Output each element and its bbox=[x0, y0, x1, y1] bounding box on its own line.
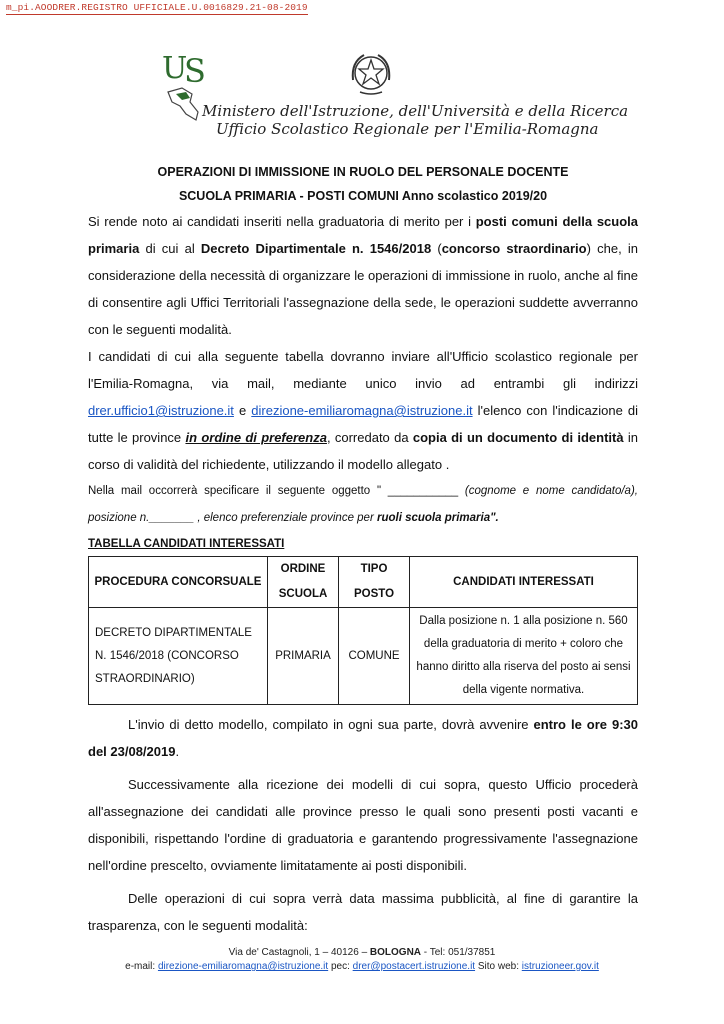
italian-emblem-icon bbox=[348, 50, 394, 96]
bold-text: copia di un documento di identità bbox=[412, 430, 624, 445]
column-header: TIPO POSTO bbox=[339, 557, 410, 608]
text: in corso di validità del richiedente, utilizzando il modello allegato . bbox=[88, 430, 639, 472]
table-cell: Dalla posizione n. 1 alla posizione n. 560 della graduatoria di merito + coloro che hanno diritto alla riserva del posto ai sensi della vigente normativa. bbox=[410, 608, 638, 705]
table-caption: TABELLA CANDIDATI INTERESSATI bbox=[88, 538, 285, 550]
letterhead bbox=[160, 48, 629, 143]
bold-text: BOLOGNA bbox=[369, 947, 422, 958]
text: ( bbox=[431, 241, 442, 256]
column-header: PROCEDURA CONCORSUALE bbox=[89, 557, 268, 608]
svg-text:S: S bbox=[184, 52, 206, 90]
text: I candidati di cui alla seguente tabella dovranno inviare all'Ufficio scolastico regionale per l'Emilia-Romagna, via mail, mediante unico invio ad entrambi gli indirizzi bbox=[88, 349, 638, 391]
paragraph-intro bbox=[88, 208, 638, 343]
table-cell: COMUNE bbox=[339, 608, 410, 705]
protocol-stamp: m_pi.AOODRER.REGISTRO UFFICIALE.U.0016829.21-08-2019 bbox=[6, 2, 308, 13]
text: di cui al bbox=[139, 241, 201, 256]
email-link-direzione[interactable]: direzione-emiliaromagna@istruzione.it bbox=[251, 403, 473, 418]
paragraph-assignment: Successivamente alla ricezione dei modelli di cui sopra, questo Ufficio procederà all'assegnazione dei candidati alle province presso le quali sono presenti posti vacanti e disponibili, rispettando l'ordine di graduatoria e garantendo progressivamente l'assegnazione nell'ordine prescelto, ovviamente limitatamente ai posti disponibili. bbox=[88, 777, 638, 873]
table-header-row bbox=[89, 557, 638, 608]
italic-text: (cognome e nome candidato/a), posizione n._______ , elenco preferenziale province per bbox=[88, 485, 638, 524]
document-title: OPERAZIONI DI IMMISSIONE IN RUOLO DEL PERSONALE DOCENTE bbox=[157, 165, 569, 179]
paragraph-publicity: Delle operazioni di cui sopra verrà data massima pubblicità, al fine di garantire la trasparenza, con le seguenti modalità: bbox=[88, 891, 638, 933]
footer-address bbox=[0, 946, 724, 960]
paragraph-mail-subject bbox=[88, 478, 638, 532]
text: pec: bbox=[328, 961, 353, 972]
text: e bbox=[233, 403, 252, 418]
text: ) che, in considerazione della necessità di organizzare le operazioni di immissione in ruolo, anche al fine di consentire agli Uffici Territoriali l'assegnazione della sede, le operazioni suddette avverranno con le seguenti modalità. bbox=[88, 241, 638, 337]
footer-email-link[interactable]: direzione-emiliaromagna@istruzione.it bbox=[157, 961, 329, 972]
candidates-table bbox=[88, 556, 638, 705]
paragraph-deadline bbox=[88, 711, 638, 765]
ministry-name bbox=[202, 102, 629, 138]
text: Via de' Castagnoli, 1 – 40126 – bbox=[228, 947, 370, 958]
bold-text: Decreto Dipartimentale n. 1546/2018 bbox=[200, 241, 432, 256]
text: - Tel: 051/37851 bbox=[421, 947, 496, 958]
table-cell: PRIMARIA bbox=[268, 608, 339, 705]
text: e-mail: bbox=[125, 961, 158, 972]
svg-text:U: U bbox=[162, 51, 188, 86]
bold-italic-text: in ordine di preferenza bbox=[185, 430, 327, 445]
paragraph-instructions bbox=[88, 343, 638, 478]
text: l'elenco con l'indicazione di tutte le province bbox=[88, 403, 638, 445]
table-row bbox=[89, 608, 638, 705]
footer-web-link[interactable]: istruzioneer.gov.it bbox=[521, 961, 599, 972]
ministry-line: Ministero dell'Istruzione, dell'Università e della Ricerca bbox=[202, 102, 629, 120]
footer bbox=[0, 946, 724, 974]
text: L'invio di detto modello, compilato in ogni sua parte, dovrà avvenire bbox=[128, 717, 534, 732]
office-line: Ufficio Scolastico Regionale per l'Emilia-Romagna bbox=[216, 120, 599, 138]
bold-text: concorso straordinario bbox=[441, 241, 587, 256]
text: , corredato da bbox=[326, 430, 413, 445]
bold-italic-text: ruoli scuola primaria". bbox=[376, 512, 499, 524]
bold-text: posti comuni della scuola primaria bbox=[88, 214, 639, 256]
column-header: ORDINE SCUOLA bbox=[268, 557, 339, 608]
bold-text: entro le ore 9:30 del 23/08/2019 bbox=[88, 717, 638, 759]
table-cell: DECRETO DIPARTIMENTALE N. 1546/2018 (CONCORSO STRAORDINARIO) bbox=[89, 608, 268, 705]
footer-pec-link[interactable]: drer@postacert.istruzione.it bbox=[352, 961, 476, 972]
email-link-ufficio1[interactable]: drer.ufficio1@istruzione.it bbox=[88, 403, 234, 418]
text: . bbox=[175, 744, 180, 759]
document-body bbox=[88, 160, 638, 939]
text: Si rende noto ai candidati inseriti nella graduatoria di merito per i bbox=[88, 214, 476, 229]
column-header: CANDIDATI INTERESSATI bbox=[410, 557, 638, 608]
text: Sito web: bbox=[475, 961, 522, 972]
document-subtitle: SCUOLA PRIMARIA - POSTI COMUNI Anno scolastico 2019/20 bbox=[178, 189, 548, 203]
text: Nella mail occorrerà specificare il seguente oggetto " ___________ bbox=[88, 485, 465, 497]
footer-contacts bbox=[0, 960, 724, 974]
